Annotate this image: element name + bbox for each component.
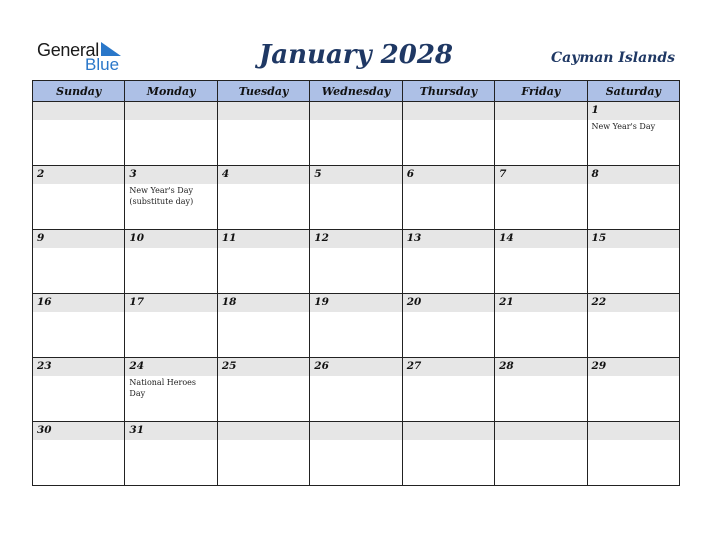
day-number-bar <box>218 230 309 248</box>
calendar-day-cell <box>310 422 402 486</box>
day-number-bar <box>218 358 309 376</box>
calendar-week-row <box>33 422 680 486</box>
day-number: 7 <box>499 168 507 180</box>
calendar-day-cell <box>33 102 125 166</box>
holiday-label: National Heroes Day <box>129 378 196 398</box>
day-number-bar <box>310 102 401 120</box>
day-number: 4 <box>221 168 230 180</box>
day-number-bar <box>403 294 494 312</box>
calendar-title: January 2028 <box>258 40 454 70</box>
day-number-bar <box>33 358 124 376</box>
day-number: 21 <box>499 296 514 308</box>
holiday-label <box>33 120 124 121</box>
weekday-header: Sunday <box>33 81 125 102</box>
day-number-bar <box>588 422 679 440</box>
day-number-bar <box>495 422 586 440</box>
calendar-day-cell <box>495 422 587 486</box>
day-number-bar <box>125 230 216 248</box>
day-number: 24 <box>129 360 145 372</box>
holiday-label <box>218 376 309 377</box>
day-number: 19 <box>314 296 329 308</box>
calendar-day-cell <box>587 422 679 486</box>
holiday-label <box>218 184 309 185</box>
holiday-label <box>310 312 401 313</box>
holiday-label <box>588 440 679 441</box>
calendar-day-cell <box>217 294 309 358</box>
holiday-label <box>495 312 586 313</box>
calendar-day-cell <box>587 230 679 294</box>
holiday-label <box>403 248 494 249</box>
holiday-label <box>125 312 216 313</box>
day-number-bar <box>588 294 679 312</box>
calendar-day-cell <box>217 166 309 230</box>
calendar-day-cell <box>587 102 679 166</box>
weekday-header-row <box>33 81 680 102</box>
day-number-bar <box>218 294 309 312</box>
day-number-bar <box>403 230 494 248</box>
calendar-day-cell <box>495 102 587 166</box>
calendar-day-cell <box>495 230 587 294</box>
day-number-bar <box>495 358 586 376</box>
holiday-label <box>33 312 124 313</box>
day-number: 16 <box>37 296 52 308</box>
holiday-label <box>403 120 494 121</box>
calendar-day-cell <box>125 230 217 294</box>
holiday-label: New Year's Day <box>591 122 656 131</box>
day-number-bar <box>125 422 216 440</box>
day-number-bar <box>495 230 586 248</box>
weekday-header: Monday <box>125 81 217 102</box>
calendar-day-cell <box>310 102 402 166</box>
day-number-bar <box>403 102 494 120</box>
day-number: 18 <box>221 296 237 308</box>
holiday-label <box>588 248 679 249</box>
day-number-bar <box>125 358 216 376</box>
day-number: 31 <box>129 424 145 436</box>
day-number: 25 <box>221 360 237 372</box>
day-number: 30 <box>37 424 52 436</box>
calendar-day-cell <box>33 166 125 230</box>
day-number-bar <box>588 102 679 120</box>
holiday-label <box>33 440 124 441</box>
holiday-label <box>403 312 494 313</box>
holiday-label: New Year's Day (substitute day) <box>129 186 194 206</box>
calendar-day-cell <box>587 358 679 422</box>
day-number-bar <box>495 166 586 184</box>
day-number-bar <box>218 166 309 184</box>
day-number-bar <box>33 294 124 312</box>
holiday-label <box>218 312 309 313</box>
holiday-label <box>495 440 586 441</box>
holiday-label <box>33 376 124 377</box>
weekday-header: Tuesday <box>217 81 309 102</box>
holiday-label <box>588 312 679 313</box>
day-number-bar <box>310 422 401 440</box>
calendar-week-row <box>33 358 680 422</box>
calendar-day-cell <box>217 358 309 422</box>
calendar-week-row <box>33 166 680 230</box>
calendar-day-cell <box>33 230 125 294</box>
holiday-label <box>125 248 216 249</box>
day-number: 27 <box>406 360 422 372</box>
day-number-bar <box>125 102 216 120</box>
day-number-bar <box>218 422 309 440</box>
calendar-day-cell <box>217 422 309 486</box>
holiday-label <box>310 440 401 441</box>
day-number-bar <box>403 166 494 184</box>
holiday-label <box>495 248 586 249</box>
day-number: 9 <box>37 232 45 244</box>
holiday-label <box>218 120 309 121</box>
day-number: 13 <box>406 232 422 244</box>
day-number-bar <box>588 166 679 184</box>
calendar-day-cell <box>587 166 679 230</box>
holiday-label <box>310 248 401 249</box>
calendar-day-cell <box>587 294 679 358</box>
holiday-label <box>33 184 124 185</box>
calendar-day-cell <box>402 102 494 166</box>
calendar-week-row <box>33 102 680 166</box>
day-number: 1 <box>591 104 599 116</box>
calendar-day-cell <box>125 294 217 358</box>
holiday-label <box>403 184 494 185</box>
holiday-label <box>310 376 401 377</box>
holiday-label <box>125 120 216 121</box>
calendar-day-cell <box>217 102 309 166</box>
holiday-label <box>588 376 679 377</box>
holiday-label <box>495 376 586 377</box>
holiday-label <box>495 120 586 121</box>
day-number-bar <box>33 102 124 120</box>
calendar-day-cell <box>402 230 494 294</box>
calendar-day-cell <box>217 230 309 294</box>
calendar-day-cell <box>402 166 494 230</box>
day-number: 23 <box>37 360 52 372</box>
day-number-bar <box>588 230 679 248</box>
holiday-label <box>403 376 494 377</box>
day-number: 2 <box>37 168 45 180</box>
day-number: 11 <box>221 232 237 244</box>
day-number-bar <box>125 294 216 312</box>
day-number: 3 <box>129 168 137 180</box>
calendar-day-cell <box>125 102 217 166</box>
holiday-label <box>495 184 586 185</box>
weekday-header: Thursday <box>402 81 494 102</box>
day-number: 28 <box>499 360 514 372</box>
day-number: 6 <box>406 168 414 180</box>
day-number-bar <box>33 166 124 184</box>
calendar-day-cell <box>33 358 125 422</box>
calendar-grid <box>32 80 680 486</box>
weekday-header: Wednesday <box>310 81 402 102</box>
day-number-bar <box>495 294 586 312</box>
calendar-week-row <box>33 294 680 358</box>
logo-text-general: General <box>37 40 99 60</box>
calendar-day-cell <box>310 294 402 358</box>
day-number-bar <box>310 230 401 248</box>
day-number-bar <box>403 422 494 440</box>
calendar-day-cell <box>402 422 494 486</box>
day-number: 20 <box>406 296 422 308</box>
holiday-label <box>403 440 494 441</box>
calendar-day-cell <box>310 358 402 422</box>
calendar-day-cell <box>125 358 217 422</box>
day-number: 26 <box>314 360 329 372</box>
day-number-bar <box>310 294 401 312</box>
day-number: 17 <box>129 296 145 308</box>
day-number-bar <box>125 166 216 184</box>
calendar-day-cell <box>33 294 125 358</box>
calendar-day-cell <box>495 166 587 230</box>
day-number-bar <box>33 230 124 248</box>
holiday-label <box>218 440 309 441</box>
calendar-day-cell <box>495 294 587 358</box>
country-label: Cayman Islands <box>551 50 675 66</box>
day-number-bar <box>495 102 586 120</box>
day-number-bar <box>33 422 124 440</box>
holiday-label <box>310 184 401 185</box>
logo-text-blue: Blue <box>85 55 120 74</box>
day-number-bar <box>310 166 401 184</box>
calendar-week-row <box>33 230 680 294</box>
holiday-label <box>588 184 679 185</box>
calendar-day-cell <box>125 166 217 230</box>
day-number-bar <box>218 102 309 120</box>
holiday-label <box>33 248 124 249</box>
holiday-label <box>125 440 216 441</box>
day-number: 15 <box>591 232 607 244</box>
day-number: 12 <box>314 232 329 244</box>
calendar-day-cell <box>402 294 494 358</box>
day-number: 29 <box>591 360 607 372</box>
calendar-day-cell <box>33 422 125 486</box>
day-number-bar <box>403 358 494 376</box>
holiday-label <box>218 248 309 249</box>
calendar-day-cell <box>310 230 402 294</box>
calendar-day-cell <box>495 358 587 422</box>
calendar-day-cell <box>402 358 494 422</box>
day-number: 8 <box>591 168 599 180</box>
weekday-header: Saturday <box>587 81 679 102</box>
day-number: 10 <box>129 232 145 244</box>
day-number-bar <box>310 358 401 376</box>
holiday-label <box>310 120 401 121</box>
day-number: 14 <box>499 232 514 244</box>
day-number: 5 <box>314 168 322 180</box>
day-number-bar <box>588 358 679 376</box>
calendar-day-cell <box>125 422 217 486</box>
calendar-day-cell <box>310 166 402 230</box>
day-number: 22 <box>591 296 607 308</box>
weekday-header: Friday <box>495 81 587 102</box>
